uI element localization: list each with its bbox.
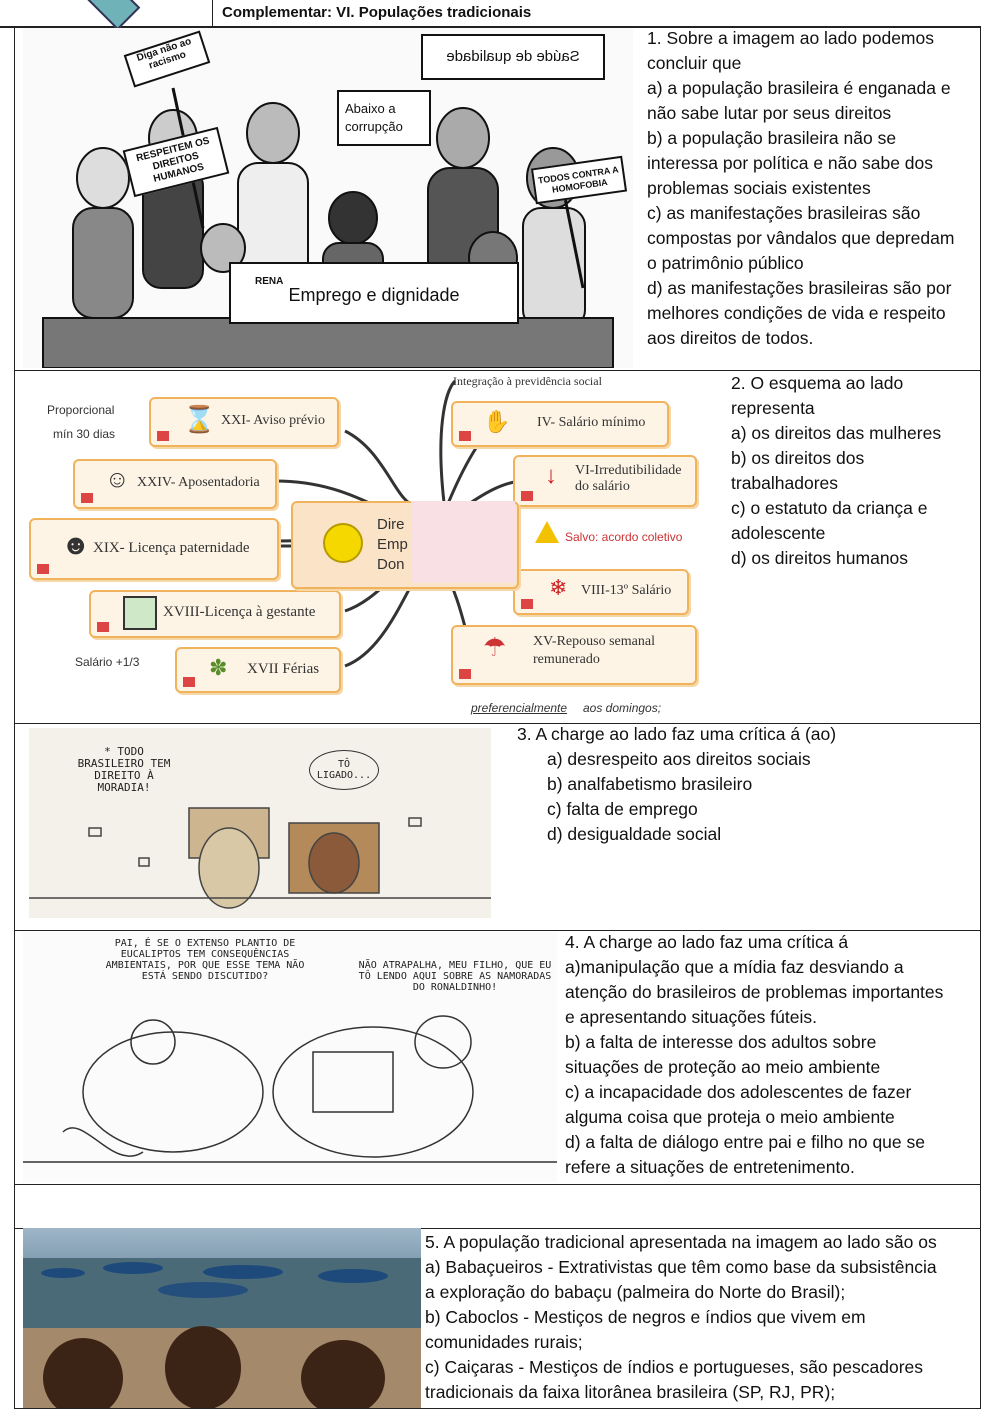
elderly-person-icon: ☺ [105, 467, 130, 493]
question-1-text [647, 26, 977, 351]
q2-line: representa [731, 398, 815, 418]
sign-emprego: Emprego e dignidade [229, 262, 519, 324]
protest-illustration [23, 28, 633, 368]
q2-line: c) o estatuto da criança e [731, 498, 928, 518]
housing-cartoon [29, 728, 491, 918]
note-min30: mín 30 dias [53, 427, 116, 441]
q4-line: alguma coisa que proteja o meio ambiente [565, 1107, 895, 1127]
node-label: VIII-13º Salário [581, 583, 672, 598]
node-decimo-terceiro [513, 569, 689, 615]
question-5-row [14, 1228, 981, 1409]
pink-overlay [411, 501, 515, 583]
question-4-row [14, 930, 981, 1185]
sign-rena: RENA [255, 276, 284, 287]
center-line: Emp [377, 536, 408, 553]
q1-line: interessa por política e não sabe dos [647, 153, 934, 173]
q2-line: b) os direitos dos [731, 448, 865, 468]
warning-icon [535, 521, 559, 543]
q1-line: 1. Sobre a imagem ao lado podemos [647, 28, 934, 48]
spacer-row [14, 1184, 981, 1229]
node-licenca-gestante [89, 590, 341, 638]
q1-line: melhores condições de vida e respeito [647, 303, 946, 323]
q1-line: compostas por vândalos que depredam [647, 228, 955, 248]
page-header [0, 0, 981, 28]
house-icon [157, 431, 169, 441]
sign-direitos-humanos: RESPEITEM OS DIREITOS HUMANOS [123, 127, 230, 197]
q4-line: b) a falta de interesse dos adultos sobre [565, 1032, 877, 1052]
cartoon-speech-right: TÔ LIGADO... [309, 750, 379, 790]
q2-line: 2. O esquema ao lado [731, 373, 904, 393]
cartoon-speech-son: PAI, É SE O EXTENSO PLANTIO DE EUCALIPTOS TEM CONSEQUÊNCIAS AMBIENTAIS, POR QUE ESSE TEMA NÃO ESTÁ SENDO DISCUTIDO? [105, 938, 305, 982]
q5-line: a exploração do babaçu (palmeira do Norte do Brasil); [425, 1282, 846, 1302]
fishermen-photo-drawing [23, 1228, 421, 1408]
q1-line: não sabe lutar por seus direitos [647, 103, 892, 123]
center-line: Dire [377, 516, 405, 533]
smiley-icon [323, 523, 363, 563]
q3-line: b) analfabetismo brasileiro [547, 774, 753, 794]
sign-saude: Saúde de qualidade [421, 34, 605, 80]
sign-racismo: Diga não ao racismo [124, 30, 211, 87]
q3-line: d) desigualdade social [547, 824, 722, 844]
q4-line: refere a situações de entretenimento. [565, 1157, 855, 1177]
q2-line: adolescente [731, 523, 826, 543]
node-label: XVII Férias [247, 661, 320, 677]
q4-line: atenção do brasileiros de problemas importantes [565, 982, 944, 1002]
house-icon [183, 677, 195, 687]
q5-line: b) Caboclos - Mestiços de negros e índios que vivem em [425, 1307, 866, 1327]
note-salario13: Salário +1/3 [75, 655, 140, 669]
house-icon [521, 599, 533, 609]
question-2-text [731, 371, 979, 571]
cartoon-speech-left: * TODO BRASILEIRO TEM DIREITO À MORADIA! [77, 745, 171, 794]
pregnant-woman-icon [123, 596, 157, 630]
house-icon [37, 564, 49, 574]
node-label: XXIV- Aposentadoria [137, 475, 260, 490]
house-icon [459, 669, 471, 679]
question-3-text [517, 722, 967, 847]
santa-icon: ❄ [549, 575, 568, 600]
q2-line: d) os direitos humanos [731, 548, 909, 568]
house-icon [521, 491, 533, 501]
sign-homofobia: TODOS CONTRA A HOMOFOBIA [531, 156, 627, 204]
q3-line: c) falta de emprego [547, 799, 698, 819]
arrow-down-icon: ↓ [545, 463, 557, 489]
sign-corrupcao: Abaixo a corrupção [337, 90, 431, 146]
page-title: Complementar: VI. Populações tradicionais [222, 4, 532, 21]
question-5-text [425, 1230, 979, 1405]
node-ferias [175, 647, 341, 693]
q1-line: b) a população brasileira não se [647, 128, 897, 148]
node-label: VI-Irredutibilidade do salário [575, 463, 682, 494]
q1-line: aos direitos de todos. [647, 328, 814, 348]
question-3-row [14, 722, 981, 931]
node-label: XVIII-Licença à gestante [163, 604, 316, 620]
header-divider [212, 0, 213, 26]
q2-line: trabalhadores [731, 473, 839, 493]
question-4-text [565, 930, 979, 1180]
q5-line: tradicionais da faixa litorânea brasileira (SP, RJ, PR); [425, 1382, 836, 1402]
note-integracao: Integração à previdência social [453, 374, 602, 388]
media-cartoon [23, 932, 557, 1182]
q4-line: e apresentando situações fúteis. [565, 1007, 817, 1027]
house-icon [81, 493, 93, 503]
question-2-row [14, 370, 981, 724]
q1-line: o patrimônio público [647, 253, 804, 273]
note-proporcional: Proporcional [47, 403, 115, 417]
q4-line: d) a falta de diálogo entre pai e filho no que se [565, 1132, 925, 1152]
cartoon-speech-father: NÃO ATRAPALHA, MEU FILHO, QUE EU TÔ LENDO AQUI SOBRE AS NAMORADAS DO RONALDINHO! [358, 960, 552, 993]
q1-line: a) a população brasileira é enganada e [647, 78, 951, 98]
node-licenca-paternidade [29, 518, 279, 580]
q4-line: a)manipulação que a mídia faz desviando a [565, 957, 904, 977]
q1-line: d) as manifestações brasileiras são por [647, 278, 952, 298]
house-icon [97, 622, 109, 632]
beach-umbrella-icon: ☂ [483, 633, 507, 662]
note-domingos: aos domingos; [583, 701, 662, 715]
node-repouso-semanal [451, 625, 697, 685]
center-line: Don [377, 556, 405, 573]
q4-line: situações de proteção ao meio ambiente [565, 1057, 881, 1077]
q1-line: c) as manifestações brasileiras são [647, 203, 921, 223]
node-label: XV-Repouso semanal remunerado [533, 634, 655, 667]
q5-line: c) Caiçaras - Mestiços de índios e portugueses, são pescadores [425, 1357, 924, 1377]
node-label: XXI- Aviso prévio [221, 413, 325, 428]
hourglass-icon: ⌛ [183, 405, 216, 434]
house-icon [459, 431, 471, 441]
fishermen-photo [23, 1228, 421, 1408]
note-preferencialmente: preferencialmente [471, 701, 568, 715]
q1-line: concluir que [647, 53, 742, 73]
q5-line: 5. A população tradicional apresentada na imagem ao lado são os [425, 1232, 937, 1252]
node-label: IV- Salário mínimo [537, 415, 646, 430]
q3-line: a) desrespeito aos direitos sociais [547, 749, 811, 769]
node-label: XIX- Licença paternidade [93, 540, 250, 556]
money-hands-icon: ✋ [483, 409, 511, 434]
palm-tree-icon: ✽ [209, 655, 228, 680]
q5-line: comunidades rurais; [425, 1332, 583, 1352]
node-salario-minimo [451, 401, 669, 447]
q4-line: 4. A charge ao lado faz uma crítica á [565, 932, 849, 952]
node-aposentadoria [73, 459, 277, 509]
node-irredutibilidade [513, 455, 697, 507]
q3-line: 3. A charge ao lado faz uma crítica á (ao) [517, 724, 837, 744]
node-aviso-previo [149, 397, 339, 447]
note-salvo: Salvo: acordo coletivo [565, 530, 683, 544]
node-center [291, 501, 519, 589]
q1-line: problemas sociais existentes [647, 178, 871, 198]
father-baby-icon: ☻ [61, 530, 91, 561]
q5-line: a) Babaçueiros - Extrativistas que têm como base da subsistência [425, 1257, 937, 1277]
q4-line: c) a incapacidade dos adolescentes de fazer [565, 1082, 912, 1102]
q2-line: a) os direitos das mulheres [731, 423, 942, 443]
question-1-row [14, 26, 981, 371]
